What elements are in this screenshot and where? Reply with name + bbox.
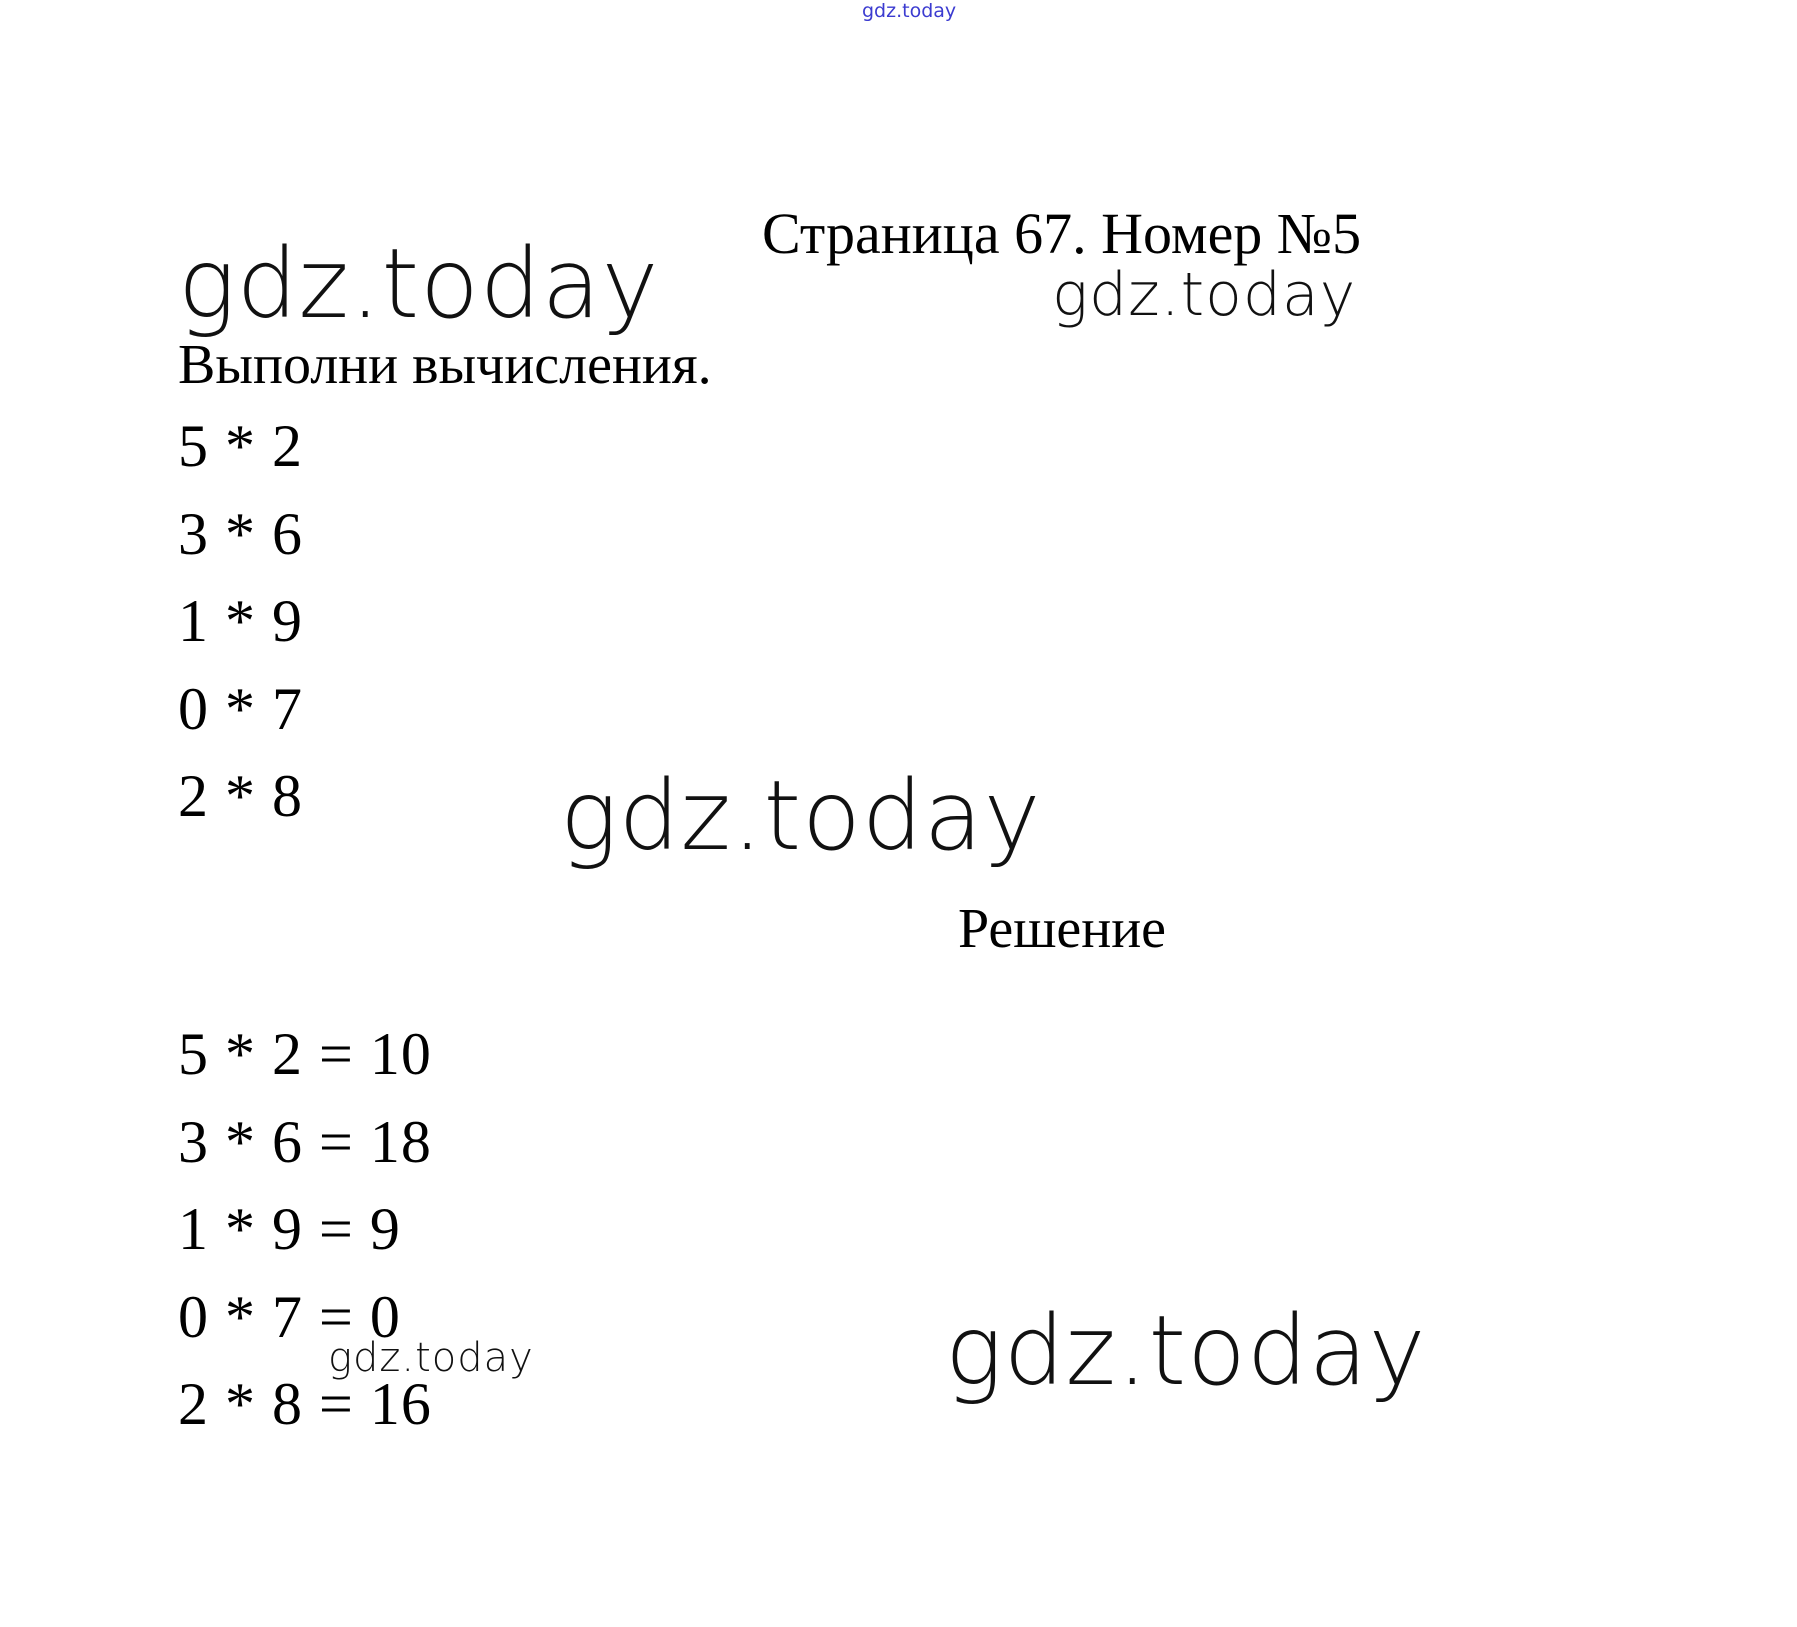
task-item: 1 * 9 [178, 588, 303, 654]
task-instruction: Выполни вычисления. [178, 334, 712, 396]
answer-item: 3 * 6 = 18 [178, 1109, 432, 1175]
task-item: 2 * 8 [178, 763, 303, 829]
solution-heading: Решение [958, 898, 1167, 960]
task-item: 3 * 6 [178, 501, 303, 567]
task-item: 0 * 7 [178, 676, 303, 742]
watermark-5: gdz.today [945, 1295, 1427, 1407]
watermark-2: gdz.today [1052, 260, 1357, 330]
task-item: 5 * 2 [178, 413, 303, 479]
watermark-3: gdz.today [560, 760, 1042, 872]
watermark-4: gdz.today [328, 1335, 534, 1381]
answer-item: 2 * 8 = 16 [178, 1371, 432, 1437]
watermark-1: gdz.today [178, 228, 660, 340]
answer-item: 5 * 2 = 10 [178, 1021, 432, 1087]
answer-item: 1 * 9 = 9 [178, 1196, 401, 1262]
answer-item: 0 * 7 = 0 [178, 1284, 401, 1350]
top-watermark: gdz.today [862, 0, 957, 22]
page-title: Страница 67. Номер №5 [762, 201, 1362, 266]
